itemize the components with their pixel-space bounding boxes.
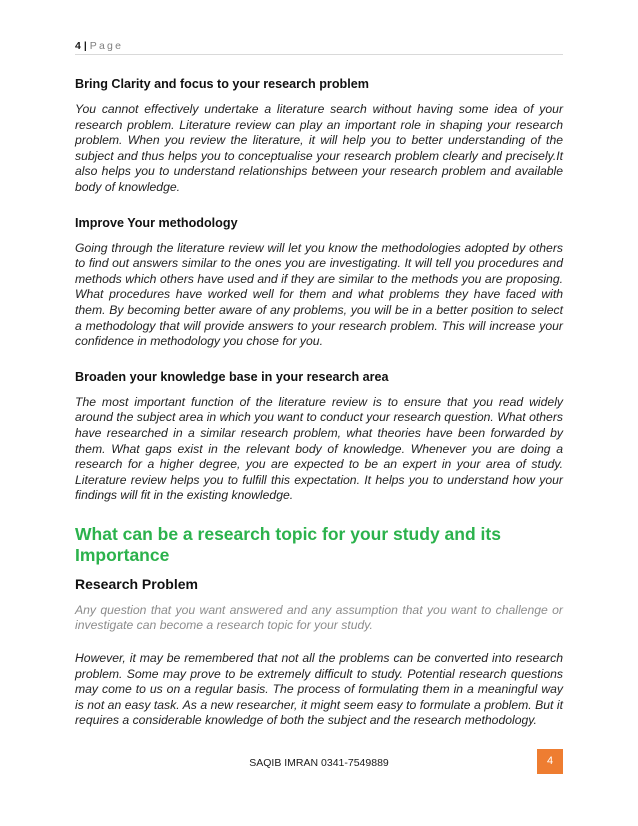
section-body-clarity: You cannot effectively undertake a literature search without having some idea of your research problem. Literature review can play an important role in shaping your research problem. When you review the literature, it will help you to better understanding of the subject and thus helps you to conceptualise your research problem clearly and precisely.It also helps you to understand relationships between your research problem and available body of knowledge. [75, 102, 563, 194]
footer-author: SAQIB IMRAN 0341-7549889 [249, 757, 389, 769]
footer-page-number: 4 [537, 749, 563, 774]
page-content [75, 76, 563, 729]
section-heading-clarity: Bring Clarity and focus to your research problem [75, 77, 369, 91]
header-page-label: Page [89, 40, 124, 52]
research-problem-heading: Research Problem [75, 575, 198, 592]
section-body-methodology: Going through the literature review will let you know the methodologies adopted by others to find out answers similar to the ones you are investigating. It will tell you procedures and methods which others have used and if they are similar to the methods you are proposing. What procedures have worked well for them and what problems they have faced with them. By becoming better aware of any problems, you will be in a better position to select a methodology that will provide answers to your research problem. This will increase your confidence in methodology you chose for you. [75, 240, 563, 349]
header-separator: | [83, 40, 87, 52]
section-heading-methodology: Improve Your methodology [75, 215, 238, 230]
main-heading: What can be a research topic for your study and its Importance [75, 523, 501, 565]
header-page-number: 4 [75, 40, 81, 52]
section-heading-knowledge-base: Broaden your knowledge base in your research area [75, 369, 389, 384]
section-body-knowledge-base: The most important function of the literature review is to ensure that you read widely around the subject area in which you want to conduct your research question. What others have researched in a similar research problem, what theories have been forwarded by them. What gaps exist in the relevant body of knowledge. Whenever you are doing a research for a higher degree, you are expected to be an expert in your area of study. Literature review helps you to fulfill this expectation. It helps you to understand how your findings will fit in the existing knowledge. [75, 394, 563, 503]
research-problem-intro: Any question that you want answered and any assumption that you want to challenge or investigate can become a research topic for your study. [75, 602, 563, 633]
page-header [75, 40, 563, 55]
research-problem-body: However, it may be remembered that not all the problems can be converted into research problem. Some may prove to be extremely difficult to study. Potential research questions may come to us on a regular basis. The process of formulating them in a meaningful way is not an easy task. As a new researcher, it might seem easy to formulate a problem. But it requires a considerable knowledge of both the subject and the research methodology. [75, 651, 563, 728]
